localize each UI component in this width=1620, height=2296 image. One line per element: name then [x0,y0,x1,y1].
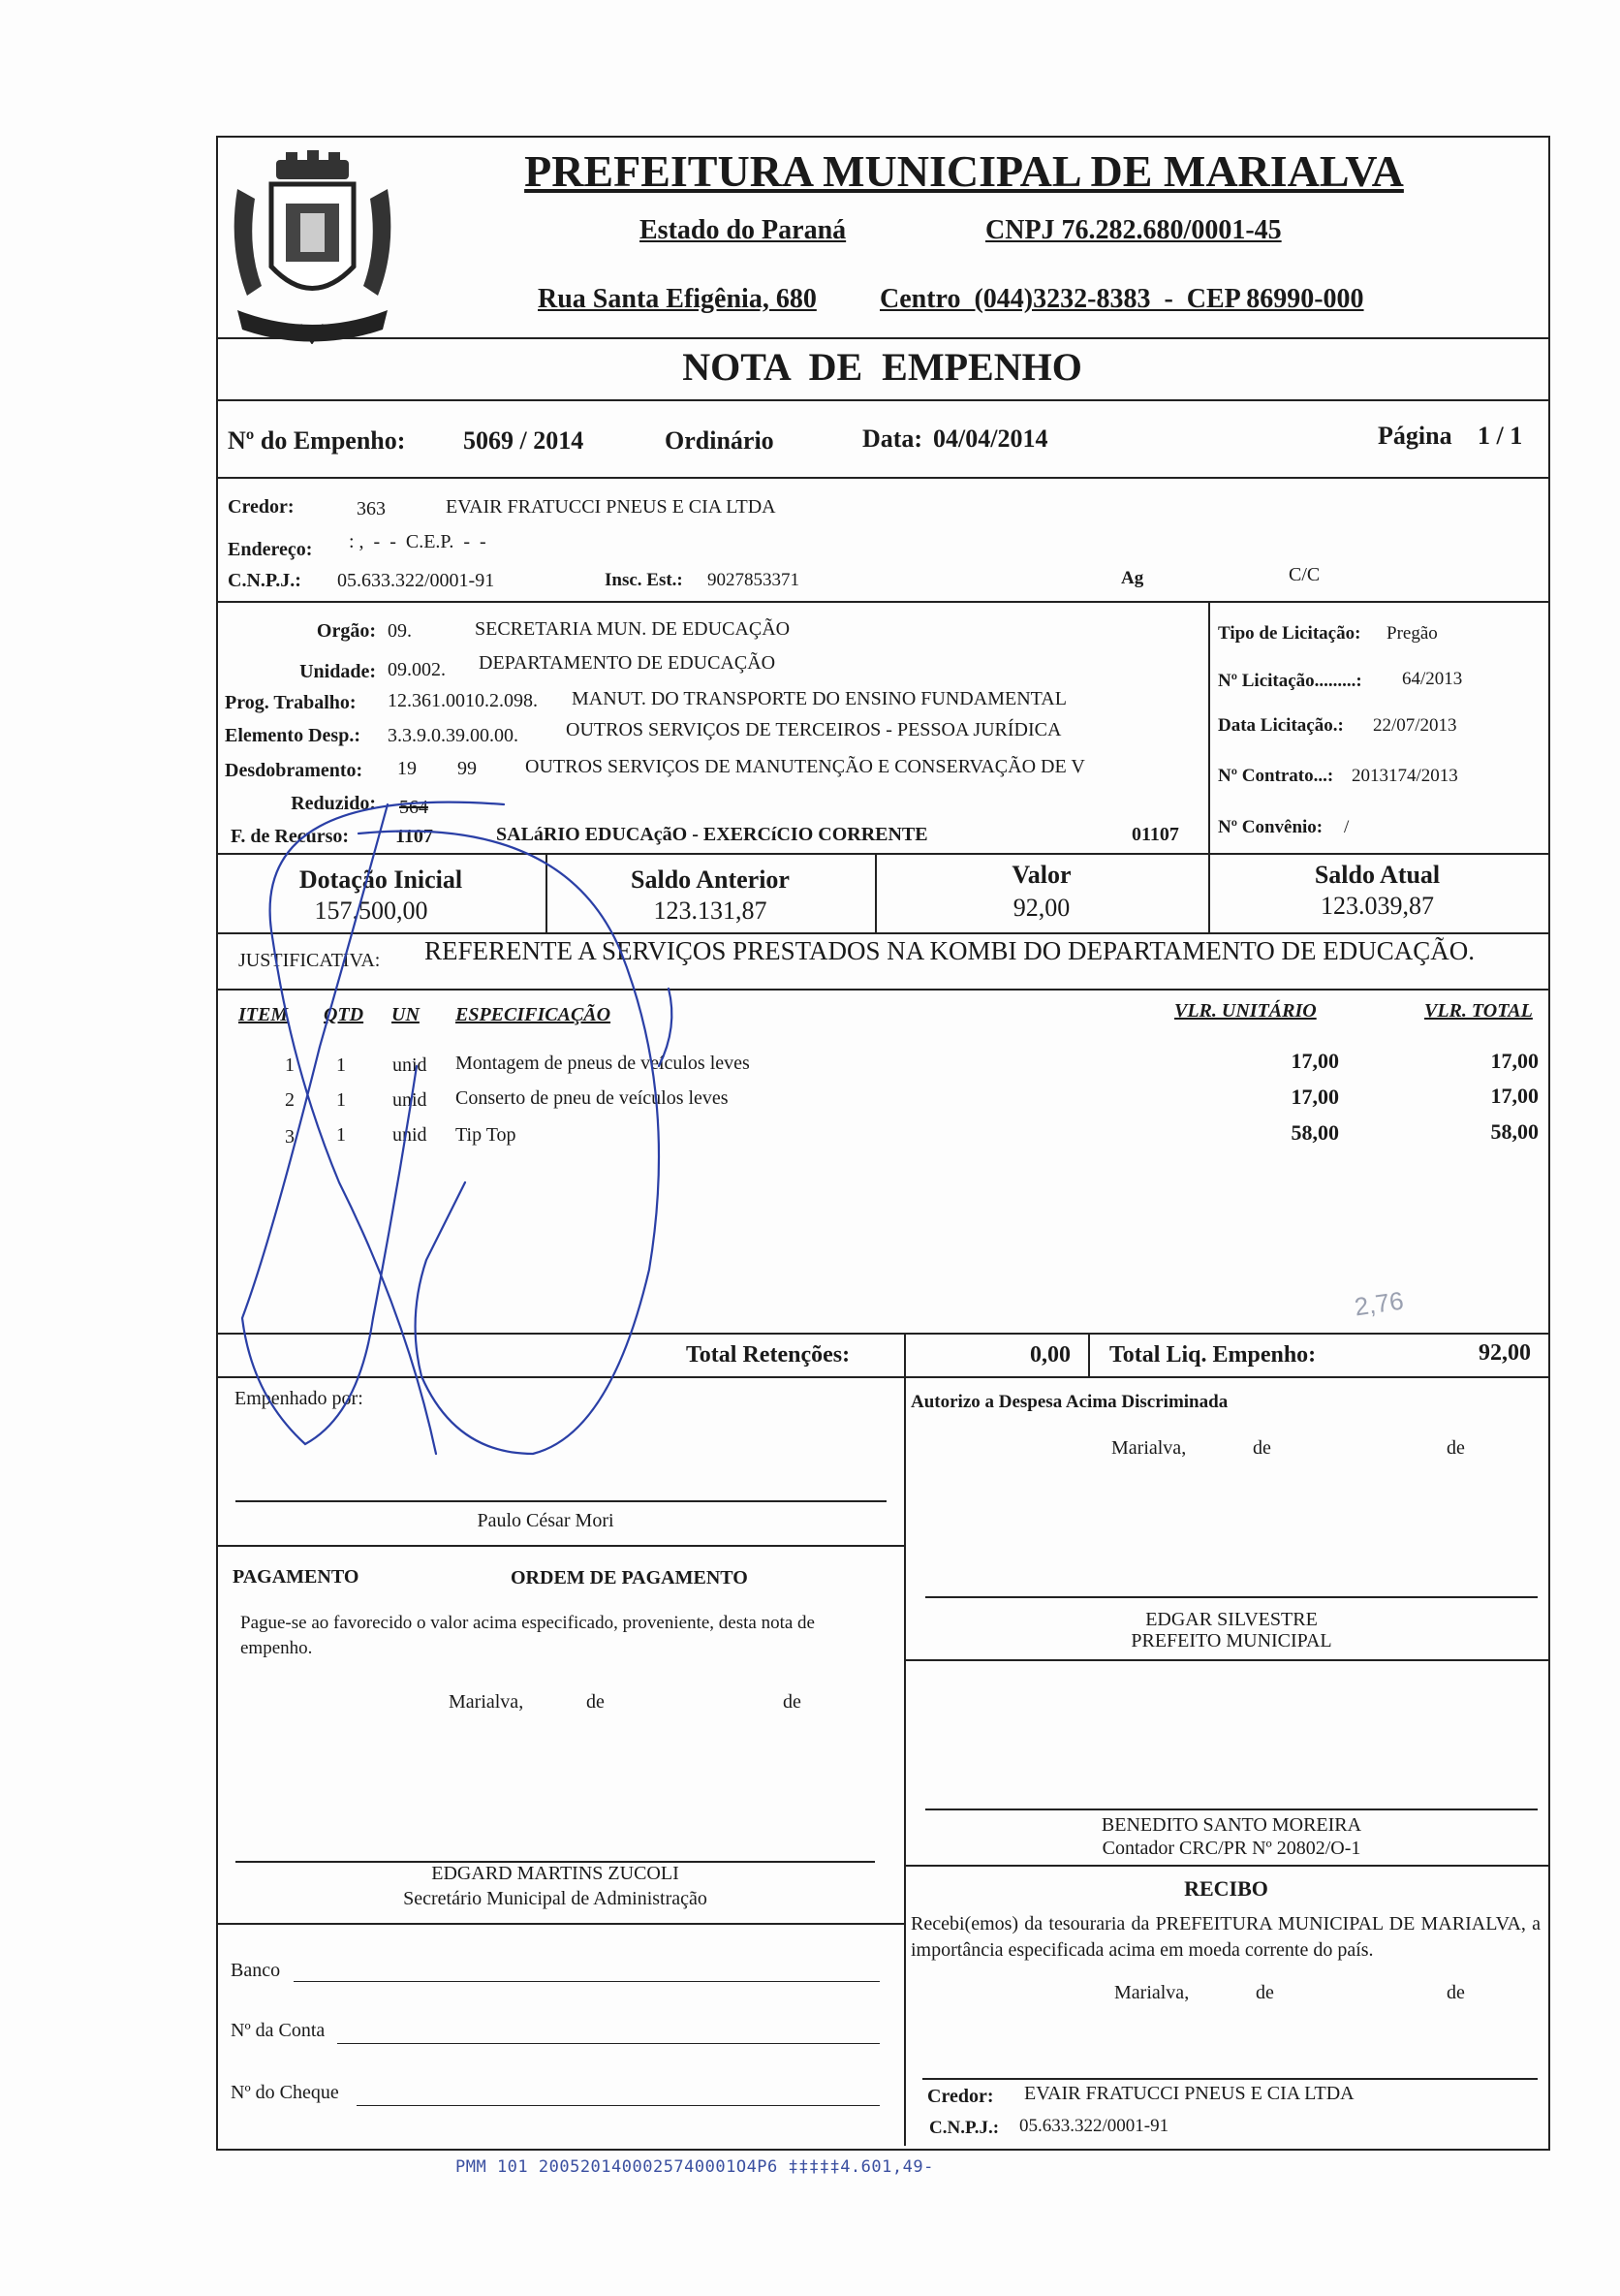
item-qtd: 1 [336,1089,346,1111]
saldo-atual-value: 123.039,87 [1321,892,1434,920]
empenho-label: Nº do Empenho: [228,426,406,455]
page-number: 1 / 1 [1478,422,1523,450]
orgao-code: 09. [388,620,412,642]
date-label: Data: [862,425,923,453]
col-unit-value: VLR. UNITÁRIO [1174,1000,1317,1022]
pagamento-de-2: de [783,1691,801,1713]
elemento-label: Elemento Desp.: [225,725,360,746]
credor-code: 363 [357,498,386,519]
municipal-coat-of-arms [218,150,407,344]
desdobramento-label: Desdobramento: [225,760,363,781]
valor-label: Valor [1012,861,1072,889]
licitacao-numero: 64/2013 [1402,669,1463,689]
recibo-city: Marialva, [1114,1982,1190,2003]
licitacao-data-label: Data Licitação.: [1218,715,1344,736]
item-unit: unid [392,1054,427,1076]
item-unit: unid [392,1089,427,1111]
contador-role: Contador CRC/PR Nº 20802/O-1 [1102,1838,1361,1859]
pagamento-text: Pague-se ao favorecido o valor acima especificado, proveniente, desta nota de empenho. [240,1613,815,1658]
item-desc: Montagem de pneus de veículos leves [455,1053,750,1074]
item-unit: unid [392,1124,427,1146]
credor-cnpj: 05.633.322/0001-91 [337,570,495,591]
footer-code: PMM 101 2005201400025740001O4P6 ‡‡‡‡‡4.601,49- [455,2157,934,2177]
handwritten-note: 2,76 [1353,1285,1406,1322]
prefeito-name: EDGAR SILVESTRE [1145,1609,1318,1630]
item-unit-value: 58,00 [1291,1120,1339,1145]
saldo-anterior-value: 123.131,87 [653,896,767,925]
dotacao-value: 157.500,00 [314,896,428,925]
desdobramento-code: 19 [397,758,417,779]
page-title: PREFEITURA MUNICIPAL DE MARIALVA [524,146,1404,196]
recibo-de-2: de [1447,1982,1465,2003]
col-especificacao: ESPECIFICAÇÃO [455,1004,611,1025]
valor-value: 92,00 [1012,894,1071,922]
liquido-value: 92,00 [1479,1340,1531,1366]
col-item: ITEM [238,1004,289,1025]
licitacao-data: 22/07/2013 [1373,715,1457,736]
convenio-label: Nº Convênio: [1218,817,1324,837]
orgao-name: SECRETARIA MUN. DE EDUCAÇÃO [475,618,791,640]
prog-code: 12.361.0010.2.098. [388,690,538,711]
licitacao-tipo-label: Tipo de Licitação: [1218,623,1361,644]
item-qtd: 1 [336,1124,346,1146]
dotacao-label: Dotação Inicial [298,865,463,894]
ordem-pagamento-title: ORDEM DE PAGAMENTO [511,1567,748,1588]
recibo-text: Recebi(emos) da tesouraria da PREFEITURA MUNICIPAL DE MARIALVA, a importância especificada acima em moeda corrente do país. [911,1913,1541,1961]
autorizo-de-1: de [1253,1437,1271,1459]
banco-label: Banco [231,1960,281,1981]
credor-label: Credor: [228,496,295,518]
retencoes-value: 0,00 [1030,1342,1071,1368]
credor-insc: 9027853371 [707,570,799,590]
item-desc: Conserto de pneu de veículos leves [455,1087,729,1109]
prog-label: Prog. Trabalho: [225,692,357,713]
item-number: 3 [285,1126,295,1148]
autorizo-label: Autorizo a Despesa Acima Discriminada [911,1392,1229,1412]
autorizo-city: Marialva, [1111,1437,1187,1459]
recibo-cnpj-label: C.N.P.J.: [929,2118,1000,2138]
col-qtd: QTD [324,1004,364,1025]
header-cnpj: CNPJ 76.282.680/0001-45 [985,215,1282,245]
desdobramento-subcode: 99 [457,758,477,779]
secretario-role: Secretário Municipal de Administração [403,1888,707,1909]
elemento-name: OUTROS SERVIÇOS DE TERCEIROS - PESSOA JURÍDICA [566,719,1062,740]
unidade-label: Unidade: [299,661,376,682]
empenho-number: 5069 / 2014 [463,426,584,455]
pagamento-de-1: de [586,1691,605,1713]
contador-name: BENEDITO SANTO MOREIRA [1101,1814,1362,1836]
saldo-atual-label: Saldo Atual [1314,861,1441,889]
autorizo-de-2: de [1447,1437,1465,1459]
recurso-name: SALáRIO EDUCAçãO - EXERCíCIO CORRENTE [496,824,928,845]
ag-label: Ag [1121,568,1144,588]
liquido-label: Total Liq. Empenho: [1109,1342,1317,1368]
recibo-credor-label: Credor: [927,2086,994,2107]
document-title: NOTA DE EMPENHO [682,345,1082,389]
licitacao-numero-label: Nº Licitação.........: [1218,671,1362,691]
recurso-code-2: 01107 [1132,824,1179,845]
insc-label: Insc. Est.: [605,570,683,590]
prog-name: MANUT. DO TRANSPORTE DO ENSINO FUNDAMENTAL [572,688,1067,709]
prefeito-role: PREFEITO MUNICIPAL [1131,1630,1332,1651]
unidade-code: 09.002. [388,659,446,680]
contrato-number: 2013174/2013 [1352,766,1458,786]
item-total-value: 58,00 [1490,1119,1539,1144]
cc-label: C/C [1289,564,1321,585]
item-qtd: 1 [336,1054,346,1076]
contrato-label: Nº Contrato...: [1218,766,1334,786]
elemento-code: 3.3.9.0.39.00.00. [388,725,518,746]
state-name: Estado do Paraná [639,215,847,245]
empenhado-label: Empenhado por: [234,1388,363,1409]
empenhado-name: Paulo César Mori [477,1510,614,1531]
empenho-date: 04/04/2014 [933,425,1048,453]
recibo-de-1: de [1256,1982,1274,2003]
reduzido-value: 564 [399,797,428,818]
saldo-anterior-label: Saldo Anterior [631,865,790,894]
item-desc: Tip Top [455,1124,516,1146]
empenho-type: Ordinário [665,426,774,455]
item-number: 2 [285,1089,295,1111]
recurso-code: 1107 [395,826,433,847]
secretario-name: EDGARD MARTINS ZUCOLI [431,1863,679,1884]
recibo-cnpj: 05.633.322/0001-91 [1019,2116,1169,2136]
conta-label: Nº da Conta [231,2020,326,2041]
item-total-value: 17,00 [1490,1049,1539,1073]
cnpj-label: C.N.P.J.: [228,570,301,591]
recibo-credor-name: EVAIR FRATUCCI PNEUS E CIA LTDA [1024,2083,1355,2104]
cheque-label: Nº do Cheque [231,2082,339,2103]
page-label: Página [1378,422,1452,450]
orgao-label: Orgão: [316,620,376,642]
credor-name: EVAIR FRATUCCI PNEUS E CIA LTDA [446,496,776,518]
pagamento-label: PAGAMENTO [233,1566,359,1588]
item-unit-value: 17,00 [1291,1049,1339,1073]
street-address: Rua Santa Efigênia, 680 [538,284,817,314]
unidade-name: DEPARTAMENTO DE EDUCAÇÃO [479,652,776,674]
justificativa-text: REFERENTE A SERVIÇOS PRESTADOS NA KOMBI DO DEPARTAMENTO DE EDUCAÇÃO. [424,936,1476,965]
justificativa-label: JUSTIFICATIVA: [238,950,381,971]
item-total-value: 17,00 [1490,1084,1539,1108]
item-number: 1 [285,1054,295,1076]
convenio-value: / [1344,817,1350,837]
desdobramento-name: OUTROS SERVIÇOS DE MANUTENÇÃO E CONSERVAÇÃO DE V [525,756,1085,777]
pagamento-city: Marialva, [449,1691,524,1713]
reduzido-label: Reduzido: [291,793,376,814]
credor-address: : , - - C.E.P. - - [349,531,486,552]
col-un: UN [391,1004,420,1025]
recurso-label: F. de Recurso: [231,826,350,847]
col-total-value: VLR. TOTAL [1424,1000,1533,1022]
address-label: Endereço: [228,539,313,560]
licitacao-tipo: Pregão [1386,623,1438,644]
item-unit-value: 17,00 [1291,1085,1339,1109]
retencoes-label: Total Retenções: [686,1342,851,1368]
contact-info: Centro (044)3232-8383 - CEP 86990-000 [880,284,1364,314]
recibo-title: RECIBO [1184,1876,1268,1901]
